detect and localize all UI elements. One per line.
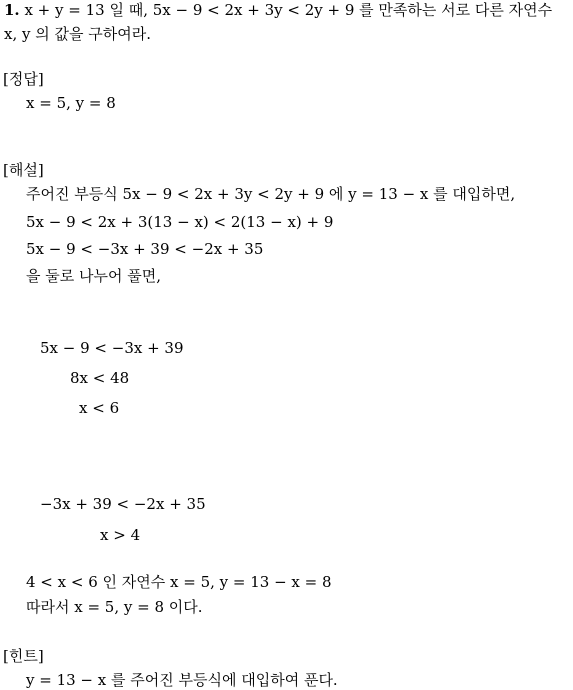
result-line-1: 4 < x < 6 인 자연수 x = 5, y = 13 − x = 8 <box>26 573 332 591</box>
problem-line-1 <box>4 0 552 20</box>
calc-1-step-2: 8x < 48 <box>70 369 130 387</box>
result-line-2: 따라서 x = 5, y = 8 이다. <box>26 598 203 616</box>
hint-text: y = 13 − x 를 주어진 부등식에 대입하여 푼다. <box>26 671 338 689</box>
hint-heading: [힌트] <box>3 647 44 665</box>
calc-1-step-1: 5x − 9 < −3x + 39 <box>40 339 184 357</box>
explanation-line-3: 5x − 9 < −3x + 39 < −2x + 35 <box>26 240 264 258</box>
answer-heading: [정답] <box>3 70 44 88</box>
problem-number: 1. <box>4 1 20 19</box>
problem-text-1: x + y = 13 일 때, 5x − 9 < 2x + 3y < 2y + 9 를 만족하는 서로 다른 자연수 <box>24 1 553 19</box>
problem-text-2: x, y 의 값을 구하여라. <box>4 25 151 43</box>
calc-2-step-1: −3x + 39 < −2x + 35 <box>40 495 206 513</box>
calc-1-step-3: x < 6 <box>79 399 120 417</box>
explanation-heading: [해설] <box>3 161 44 179</box>
explanation-line-4: 을 둘로 나누어 풀면, <box>26 267 161 285</box>
answer-text: x = 5, y = 8 <box>26 94 116 112</box>
calc-2-step-2: x > 4 <box>100 526 141 544</box>
explanation-line-2: 5x − 9 < 2x + 3(13 − x) < 2(13 − x) + 9 <box>26 213 334 231</box>
explanation-line-1: 주어진 부등식 5x − 9 < 2x + 3y < 2y + 9 에 y = 13 − x 를 대입하면, <box>26 185 516 203</box>
